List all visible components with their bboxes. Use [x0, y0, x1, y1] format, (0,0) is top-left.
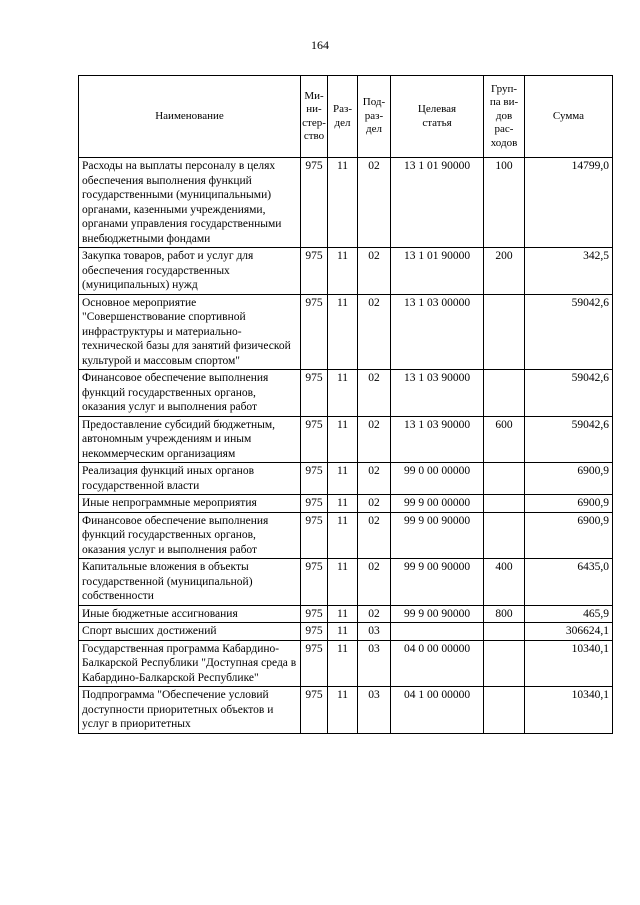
- row-section: 11: [328, 158, 358, 248]
- header-sum: Сумма: [525, 76, 613, 158]
- row-target: 99 9 00 00000: [391, 495, 484, 513]
- header-group: Груп- па ви- дов рас- ходов: [484, 76, 525, 158]
- row-target: 04 1 00 00000: [391, 687, 484, 734]
- row-name: Подпрограмма "Обеспечение условий доступности приоритетных объектов и услуг в приоритетных: [79, 687, 301, 734]
- row-target: 99 0 00 00000: [391, 463, 484, 495]
- row-group: 800: [484, 605, 525, 623]
- row-section: 11: [328, 248, 358, 295]
- table-row: [79, 559, 613, 606]
- row-ministry: 975: [301, 623, 328, 641]
- row-section: 11: [328, 559, 358, 606]
- row-group: [484, 623, 525, 641]
- row-subsection: 02: [358, 463, 391, 495]
- row-sum: 59042,6: [525, 370, 613, 417]
- row-target: [391, 623, 484, 641]
- row-name: Капитальные вложения в объекты государственной (муниципальной) собственности: [79, 559, 301, 606]
- row-sum: 10340,1: [525, 640, 613, 687]
- row-group: 600: [484, 416, 525, 463]
- row-name: Основное мероприятие "Совершенствование спортивной инфраструктуры и материально-технической базы для занятий физической культурой и массовым спортом": [79, 294, 301, 370]
- row-group: [484, 370, 525, 417]
- row-sum: 6900,9: [525, 512, 613, 559]
- row-target: 13 1 01 90000: [391, 248, 484, 295]
- row-section: 11: [328, 640, 358, 687]
- row-ministry: 975: [301, 605, 328, 623]
- row-name: Государственная программа Кабардино-Балкарской Республики "Доступная среда в Кабардино-Балкарской Республике": [79, 640, 301, 687]
- header-section: Раз- дел: [328, 76, 358, 158]
- row-subsection: 03: [358, 623, 391, 641]
- row-name: Реализация функций иных органов государственной власти: [79, 463, 301, 495]
- table-row: [79, 370, 613, 417]
- row-section: 11: [328, 623, 358, 641]
- table-row: [79, 248, 613, 295]
- row-subsection: 02: [358, 370, 391, 417]
- row-ministry: 975: [301, 559, 328, 606]
- row-ministry: 975: [301, 687, 328, 734]
- row-name: Расходы на выплаты персоналу в целях обеспечения выполнения функций государственными (муниципальными) органами, казенными учреждениями, органами управления государственными внебюджетными фондами: [79, 158, 301, 248]
- row-target: 13 1 03 00000: [391, 294, 484, 370]
- row-group: [484, 687, 525, 734]
- table-row: [79, 687, 613, 734]
- row-ministry: 975: [301, 640, 328, 687]
- table-row: [79, 416, 613, 463]
- table-row: [79, 495, 613, 513]
- row-group: [484, 512, 525, 559]
- row-name: Финансовое обеспечение выполнения функций государственных органов, оказания услуг и выполнения работ: [79, 512, 301, 559]
- row-ministry: 975: [301, 512, 328, 559]
- row-target: 13 1 03 90000: [391, 370, 484, 417]
- row-section: 11: [328, 605, 358, 623]
- row-subsection: 02: [358, 294, 391, 370]
- row-sum: 6900,9: [525, 495, 613, 513]
- row-section: 11: [328, 416, 358, 463]
- table-header-row: [79, 76, 613, 158]
- row-sum: 6435,0: [525, 559, 613, 606]
- row-sum: 465,9: [525, 605, 613, 623]
- row-subsection: 02: [358, 559, 391, 606]
- row-section: 11: [328, 512, 358, 559]
- row-sum: 59042,6: [525, 294, 613, 370]
- row-subsection: 02: [358, 495, 391, 513]
- row-sum: 10340,1: [525, 687, 613, 734]
- row-subsection: 02: [358, 512, 391, 559]
- row-ministry: 975: [301, 370, 328, 417]
- row-name: Спорт высших достижений: [79, 623, 301, 641]
- row-target: 99 9 00 90000: [391, 605, 484, 623]
- row-subsection: 03: [358, 687, 391, 734]
- budget-table: [78, 75, 613, 734]
- row-target: 99 9 00 90000: [391, 559, 484, 606]
- table-row: [79, 294, 613, 370]
- row-ministry: 975: [301, 294, 328, 370]
- header-ministry: Ми- ни- стер- ство: [301, 76, 328, 158]
- row-sum: 6900,9: [525, 463, 613, 495]
- row-target: 13 1 03 90000: [391, 416, 484, 463]
- row-ministry: 975: [301, 416, 328, 463]
- row-sum: 59042,6: [525, 416, 613, 463]
- row-name: Финансовое обеспечение выполнения функций государственных органов, оказания услуг и выполнения работ: [79, 370, 301, 417]
- row-section: 11: [328, 495, 358, 513]
- row-group: [484, 294, 525, 370]
- row-group: [484, 495, 525, 513]
- table-row: [79, 640, 613, 687]
- row-name: Иные бюджетные ассигнования: [79, 605, 301, 623]
- table-row: [79, 605, 613, 623]
- row-target: 04 0 00 00000: [391, 640, 484, 687]
- row-section: 11: [328, 463, 358, 495]
- row-subsection: 02: [358, 158, 391, 248]
- table-row: [79, 512, 613, 559]
- row-sum: 342,5: [525, 248, 613, 295]
- header-subsection: Под- раз- дел: [358, 76, 391, 158]
- table-row: [79, 463, 613, 495]
- row-group: 100: [484, 158, 525, 248]
- row-subsection: 02: [358, 605, 391, 623]
- row-ministry: 975: [301, 158, 328, 248]
- row-section: 11: [328, 687, 358, 734]
- row-group: 400: [484, 559, 525, 606]
- table-row: [79, 623, 613, 641]
- row-name: Предоставление субсидий бюджетным, автономным учреждениям и иным некоммерческим организациям: [79, 416, 301, 463]
- header-name: Наименование: [79, 76, 301, 158]
- table-row: [79, 158, 613, 248]
- row-sum: 306624,1: [525, 623, 613, 641]
- row-section: 11: [328, 294, 358, 370]
- row-subsection: 02: [358, 416, 391, 463]
- row-subsection: 03: [358, 640, 391, 687]
- row-name: Иные непрограммные мероприятия: [79, 495, 301, 513]
- row-ministry: 975: [301, 463, 328, 495]
- row-ministry: 975: [301, 248, 328, 295]
- row-sum: 14799,0: [525, 158, 613, 248]
- row-target: 13 1 01 90000: [391, 158, 484, 248]
- row-target: 99 9 00 90000: [391, 512, 484, 559]
- row-group: 200: [484, 248, 525, 295]
- row-group: [484, 640, 525, 687]
- row-ministry: 975: [301, 495, 328, 513]
- header-target: Целевая статья: [391, 76, 484, 158]
- row-name: Закупка товаров, работ и услуг для обеспечения государственных (муниципальных) нужд: [79, 248, 301, 295]
- page-number: 164: [311, 38, 329, 52]
- row-subsection: 02: [358, 248, 391, 295]
- row-section: 11: [328, 370, 358, 417]
- row-group: [484, 463, 525, 495]
